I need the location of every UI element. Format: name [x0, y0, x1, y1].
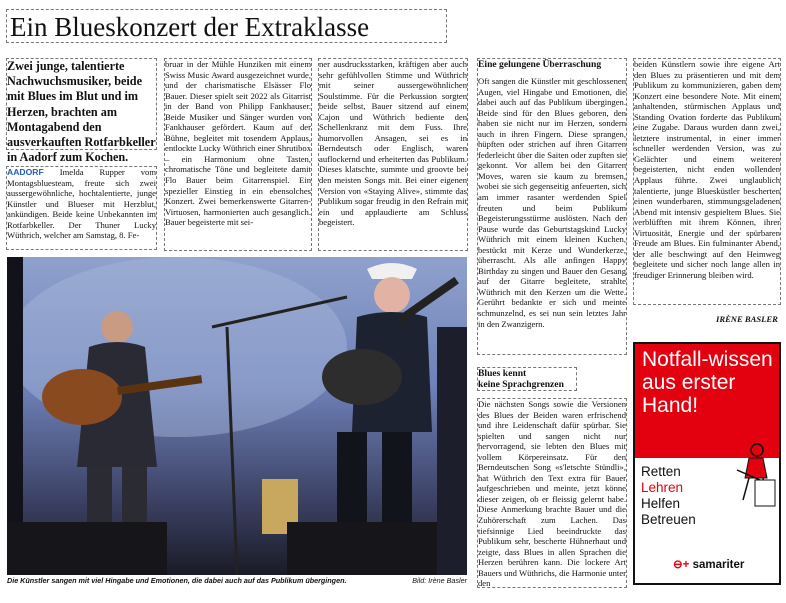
- column-1: [6, 166, 157, 250]
- column-3: ner ausdrucksstarken, kräftigen aber auch sehr gefühlvollen Stimme und Wüthrich mit seiner aussergewöhnlichen Soulstimme. Für die Perkussion sorgten beide selbst, Bauer sitzend auf einem Cajon und Wüthrich bediente den Schellenkranz mit dem Fuss. Ihre humorvollen Ansagen, sei es in Berndeutsch oder Englisch, waren auflockernd und erheiterten das Publikum. Dieses klatschte, summte und groovte bei den meisten Songs mit. Bei einer eigenen Version von «Staying Alive», stimmte das Publikum sogar freudig in den Refrain mit ein und applaudierte am Schluss begeistert.: [318, 58, 468, 251]
- column-4-part-2: Die nächsten Songs sowie die Versionen des Blues der Beiden waren erfrischend und ihre Leidenschaft dafür spürbar. Sie spielten und sangen nicht nur hervorragend, sie lebten den Blues mit vollem Körpereinsatz. Für den Berndeutschen Song «s'letschte Stündli», hat Wüthrich den Text extra für Bauer aufgeschrieben und meinte, jetzt könne dieser zeigen, ob er fleissig gelernt habe. Diese Anmerkung brachte Bauer und die Zuhörerschaft zum Lachen. Das tiefsinnige Lied beeindruckte das Publikum sehr, bescherte Hühnerhaut und zeigte, dass Blues in allen Sprachen die Herzen berühren kann. Die lockere Art Bauers und Wüthrichs, die Harmonie unter den: [478, 399, 626, 589]
- ad-item-helfen: Helfen: [641, 496, 681, 511]
- concert-photo-illustration: [7, 257, 467, 575]
- person-reading-icon: [719, 440, 779, 510]
- column-5: beiden Künstlern sowie ihre eigene Art den Blues zu präsentieren und mit dem Publikum zu kommunizieren, gaben dem Konzert eine besondere Note. Mit einem anhaltenden, stürmischen Applaus und Standing Ovation forderte das Publikum eine Zugabe. Daraus wurden dann zwei, letztere instrumental, in einer immer schneller werdenden Version, was zu Gelächter und einem weiteren begeisterten, nicht enden wollenden Applaus führte. Zwei unglaublich talentierte, junge Bluesküstler bescherten einen wunderbaren, stimmungsgeladenen Abend mit intensiv gespieltem Blues. Sie verblüfften mit ihrem Können, ihrer Virtuosität, Energie und der spürbaren Freude am Blues. Ein fulminanter Abend, der alle beschwingt auf den Heimweg begleitete und sicher noch lange allen in freudiger Erinnerung bleiben wird.: [633, 58, 781, 305]
- subhead-language-line-1: Blues kennt: [478, 368, 527, 379]
- ad-item-lehren: Lehren: [641, 480, 684, 495]
- samariter-brand-text: samariter: [692, 559, 745, 571]
- column-4-part-1: [477, 58, 627, 355]
- concert-photo: [7, 257, 467, 575]
- ad-item-retten: Retten: [641, 464, 681, 479]
- headline: Ein Blueskonzert der Extraklasse: [6, 9, 447, 43]
- subhead-language: [477, 367, 577, 391]
- photo-caption: [7, 576, 467, 588]
- samariter-advertisement[interactable]: [633, 342, 781, 585]
- column-4-text-1: Oft sangen die Künstler mit geschlossenen Augen, viel Hingabe und Emotionen, die dabei auch auf das Publikum übergingen. Beide sind für den Blues geboren, den haben sie nicht nur im Herzen, sondern auch in ihren Fingern. Diese sprangen, hüpften oder strichen auf ihren Gitarren federleicht über die Saiten oder zupften sie gekonnt. Vor allem bei den Gitarren Moves, waren sie kaum zu bremsen, wobei sie sich gegenseitig anfeuerten, sich am immer rasanter werdenden Spiel freuten und beim Publikum Begeisterungsstürme auslösten. Nach der Pause wurde das Geburtstagskind Lucky Wüthrich mit einem kleinen Kuchen, bestückt mit Kerze und Wunderkerze, überrascht. Als alle anfingen Happy Birthday zu singen und Bauer den Gesang auf der Gitarre begleitete, strahlte Wüthrich mit den Kerzen um die Wette. Gerührt bedankte er sich und meinte schmunzelnd, es sei nun sein letztes Jahr in den Zwanzigern.: [478, 76, 626, 329]
- ad-item-betreuen: Betreuen: [641, 512, 696, 527]
- photo-caption-text: Die Künstler sangen mit viel Hingabe und Emotionen, die dabei auch auf das Publikum übergingen.: [7, 576, 347, 585]
- author-byline: IRÈNE BASLER: [716, 314, 778, 324]
- ad-headline: Notfall-wissen aus erster Hand!: [635, 344, 779, 458]
- subhead-language-line-2: keine Sprachgrenzen: [478, 379, 564, 390]
- subhead-surprise: Eine gelungene Überraschung: [478, 59, 602, 70]
- lead-paragraph: Zwei junge, talentierte Nachwuchsmusiker, beide mit Blues im Blut und im Herzen, brachten am Montagabend den ausverkauften Rotfarbkeller in Aadorf zum Kochen.: [7, 59, 156, 165]
- column-1-text: Imelda Rupper vom Montagsbluesteam, freute sich zwei aussergewöhnliche, hochtalentierte, junge Künstler und Blueser mit Herzblut, ankündigen. Beide keine Unbekannten im Rotfarbkeller. Der Thuner Lucky Wüthrich, welcher am Samstag, 8. Fe-: [7, 167, 156, 241]
- ad-list: [641, 464, 696, 528]
- dateline: AADORF: [7, 167, 44, 177]
- samariter-logo: [673, 557, 744, 571]
- photo-credit: Bild: Irène Basler: [412, 576, 467, 585]
- column-2: bruar in der Mühle Hunziken mit einem Swiss Music Award ausgezeichnet wurde, und der charismatische Elsässer Flo Bauer. Dieser spielt seit 2022 als Gitarrist in der Band von Philipp Fankhauser. Beide Musiker und Sänger wurden von Fankhauser gefördert. Kaum auf der Bühne, begleitet mit tosendem Applaus, entlockte Lucky Wüthrich einer Shrutibox – ein Harmonium ohne Tasten, chromatische Töne und begleitete damit Flo Bauer beim Gitarrenspiel. Ein spezieller Einstieg in ein ebensolches Konzert. Zwei bemerkenswerte Gitarren-Virtuosen, harmonierten auch gesanglich. Bauer begeisterte mit sei-: [164, 58, 312, 251]
- samariter-cross-icon: ⊖+: [673, 559, 690, 571]
